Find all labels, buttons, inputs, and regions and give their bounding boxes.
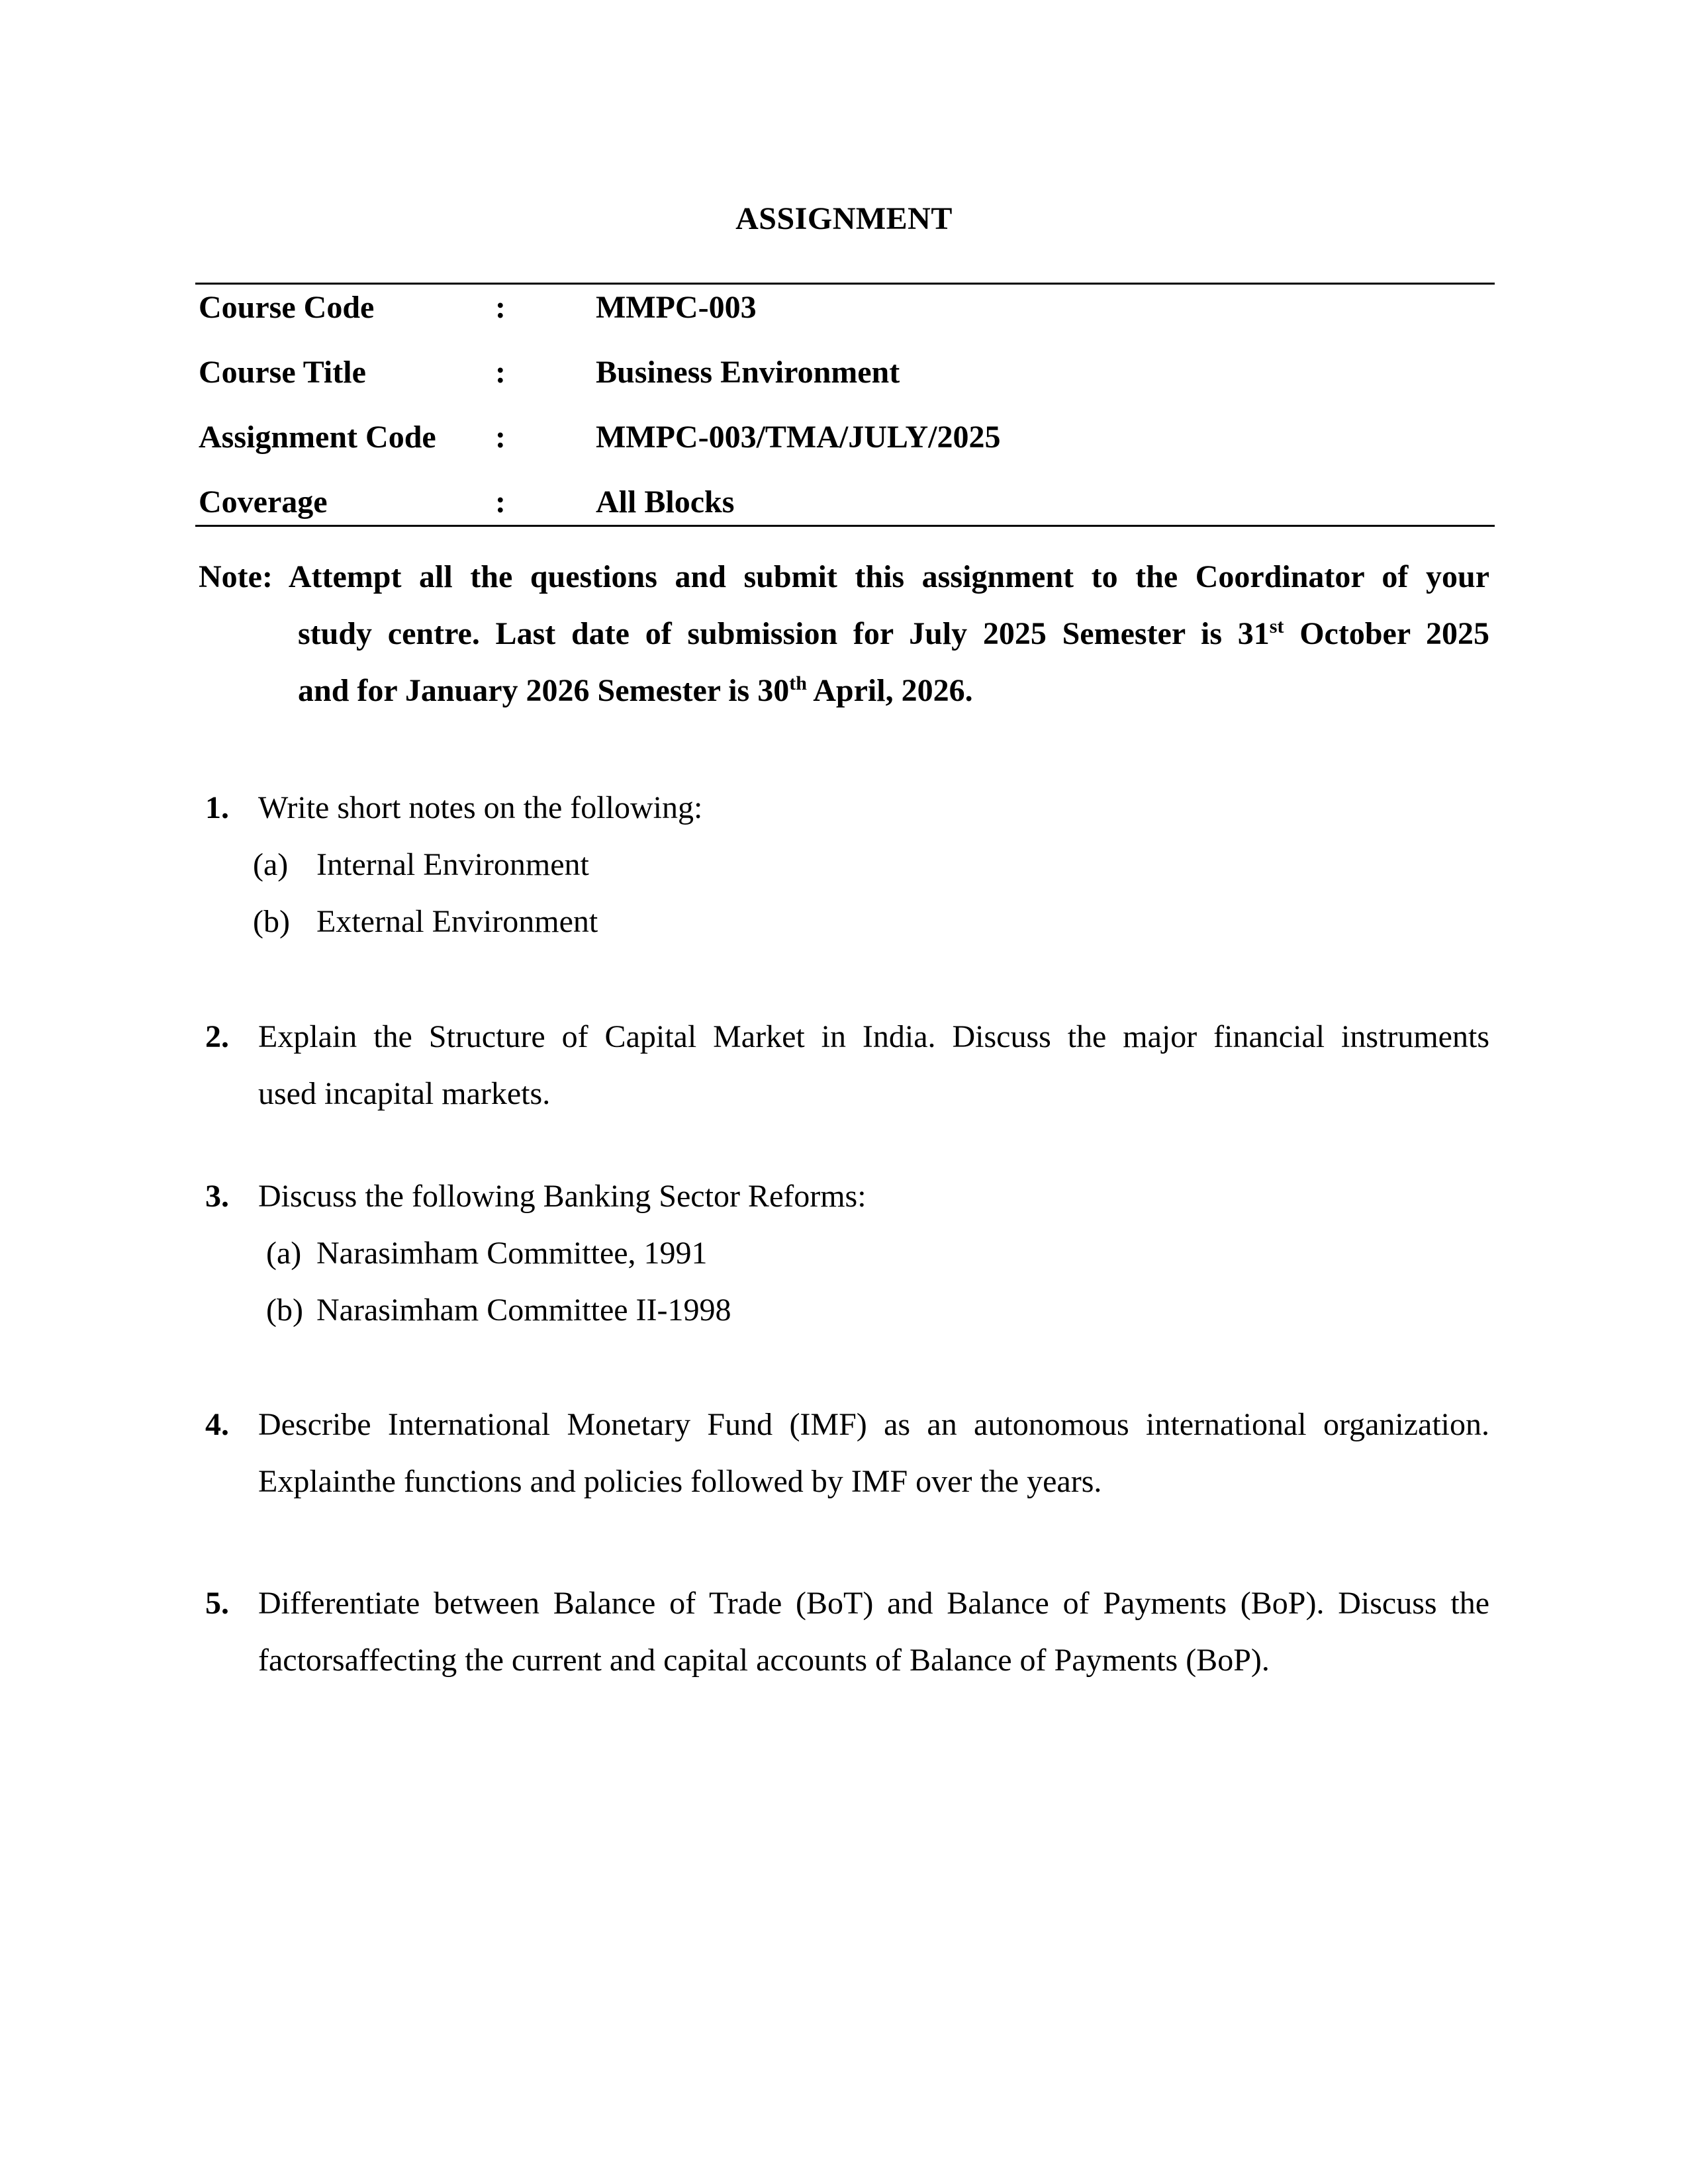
meta-value: Business Environment: [596, 355, 900, 390]
question-number: 1.: [205, 790, 229, 825]
question-text: Explainthe functions and policies followed by IMF over the years.: [258, 1464, 1102, 1499]
question-number: 4.: [205, 1407, 229, 1442]
note-text: and for January 2026 Semester is 30: [298, 673, 790, 708]
page-title: ASSIGNMENT: [735, 201, 953, 236]
header-bottom-rule: [195, 525, 1495, 527]
note-line: [298, 606, 1489, 662]
question-text: Describe International Monetary Fund (IMF) as an autonomous international organization.: [258, 1407, 1489, 1442]
question-3: [205, 1168, 1489, 1339]
sub-item-text: Internal Environment: [316, 847, 589, 882]
sub-item: [205, 1225, 1489, 1282]
sub-item-text: Narasimham Committee, 1991: [316, 1236, 708, 1271]
note-line: Note: Attempt all the questions and submit this assignment to the Coordinator of your: [199, 559, 1489, 594]
question-2: [205, 1009, 1489, 1122]
sub-item: [205, 893, 1489, 950]
meta-value: All Blocks: [596, 484, 735, 520]
question-number: 3.: [205, 1179, 229, 1214]
meta-label: Course Title: [199, 355, 366, 390]
sub-item: [205, 837, 1489, 893]
question-text: Write short notes on the following:: [258, 790, 703, 825]
meta-row-course-code: [199, 285, 1489, 331]
question-1: [205, 780, 1489, 950]
sub-item-mark: (a): [253, 847, 289, 882]
sub-item-mark: (b): [266, 1293, 303, 1328]
question-text: Differentiate between Balance of Trade (BoT) and Balance of Payments (BoP). Discuss the: [258, 1586, 1489, 1621]
question-number: 2.: [205, 1019, 229, 1054]
meta-row-coverage: [199, 479, 1489, 525]
note-text: October 2025: [1284, 616, 1490, 651]
note-text: April, 2026.: [806, 673, 973, 708]
sub-item-mark: (a): [266, 1236, 302, 1271]
sub-item-text: Narasimham Committee II-1998: [316, 1293, 731, 1328]
meta-colon: :: [495, 484, 506, 520]
question-text: Explain the Structure of Capital Market in India. Discuss the major financial instruments: [258, 1019, 1489, 1054]
meta-label: Coverage: [199, 484, 328, 520]
meta-value: MMPC-003/TMA/JULY/2025: [596, 420, 1001, 455]
note-line: [298, 662, 1489, 719]
sub-item: [205, 1282, 1489, 1339]
meta-label: Course Code: [199, 290, 375, 325]
question-text: Discuss the following Banking Sector Reforms:: [258, 1179, 867, 1214]
meta-label: Assignment Code: [199, 420, 436, 455]
note-text: study centre. Last date of submission for July 2025 Semester is 31: [298, 616, 1270, 651]
meta-colon: :: [495, 355, 506, 390]
meta-row-course-title: [199, 349, 1489, 396]
question-text: used incapital markets.: [258, 1076, 551, 1111]
note-superscript: th: [789, 672, 807, 694]
meta-value: MMPC-003: [596, 290, 757, 325]
meta-row-assignment-code: [199, 414, 1489, 461]
meta-colon: :: [495, 290, 506, 325]
question-5: [205, 1575, 1489, 1689]
question-4: [205, 1396, 1489, 1510]
submission-note: [199, 549, 1489, 719]
sub-item-mark: (b): [253, 904, 290, 939]
sub-item-text: External Environment: [316, 904, 598, 939]
meta-colon: :: [495, 420, 506, 455]
question-text: factorsaffecting the current and capital accounts of Balance of Payments (BoP).: [258, 1643, 1270, 1678]
note-superscript: st: [1269, 615, 1284, 637]
question-number: 5.: [205, 1586, 229, 1621]
